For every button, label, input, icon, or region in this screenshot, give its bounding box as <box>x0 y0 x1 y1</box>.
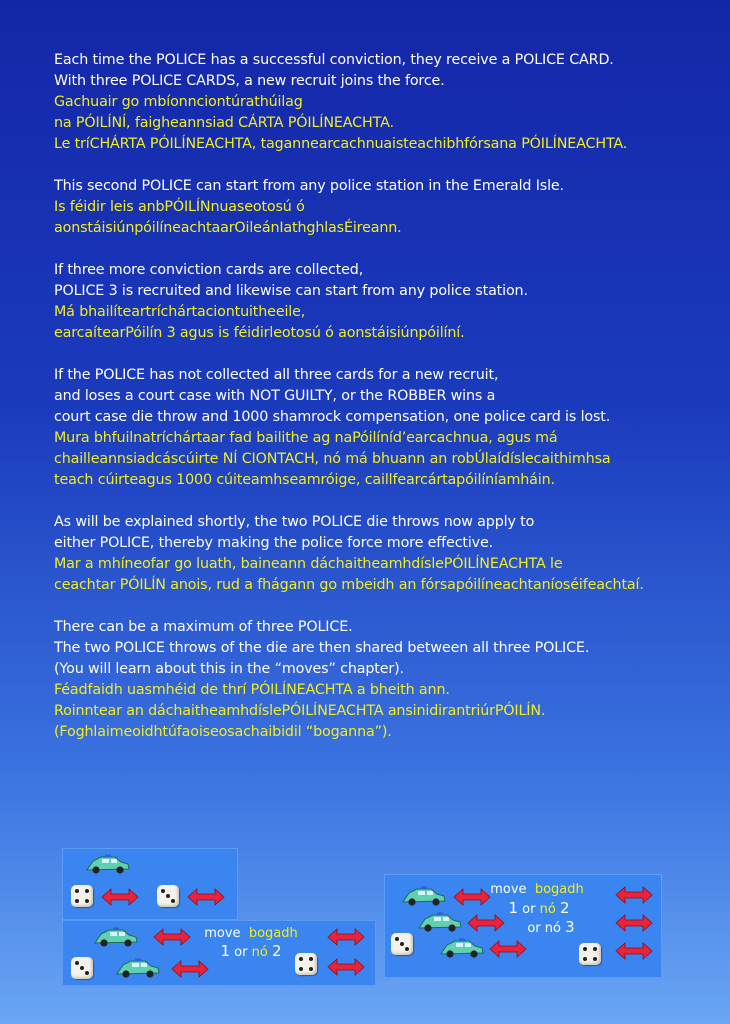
double-arrow-icon <box>171 959 209 979</box>
rules-text <box>54 50 714 743</box>
irish-line: Gachuair go mbíonnciontúrathúilag <box>54 94 303 110</box>
irish-line: teach cúirteagus 1000 cúiteamhseamróige, caillfearcártapóilíníamháin. <box>54 472 555 488</box>
irish-line: (Foghlaimeoidhtúfaoiseosachaibidil “boganna”). <box>54 724 392 740</box>
double-arrow-icon <box>489 939 527 959</box>
one-police-diagram <box>62 848 238 920</box>
die-icon <box>391 933 413 955</box>
english-line: The two POLICE throws of the die are then shared between all three POLICE. <box>54 640 590 656</box>
police-car-icon <box>401 885 447 907</box>
irish-line: ceachtar PÓILÍN anois, rud a fhágann go mbeidh an fórsapóilíneachtaníoséifeachtaí. <box>54 577 644 593</box>
irish-line: aonstáisiúnpóilíneachtaarOileánIathghlasÉireann. <box>54 220 402 236</box>
irish-line: na PÓILÍNÍ, faigheannsiad CÁRTA PÓILÍNEACHTA. <box>54 115 394 131</box>
irish-line: Féadfaidh uasmhéid de thrí PÓILÍNEACHTA a bheith ann. <box>54 682 450 698</box>
english-line: This second POLICE can start from any police station in the Emerald Isle. <box>54 178 564 194</box>
move-count-label: or nó 3 <box>527 918 575 936</box>
two-police-diagram <box>62 920 376 986</box>
english-line: As will be explained shortly, the two POLICE die throws now apply to <box>54 514 535 530</box>
irish-line: Is féidir leis anbPÓILÍNnuaseotosú ó <box>54 199 305 215</box>
move-label: move bogadh <box>204 926 298 941</box>
double-arrow-icon <box>327 957 365 977</box>
die-icon <box>71 957 93 979</box>
english-line: POLICE 3 is recruited and likewise can start from any police station. <box>54 283 528 299</box>
irish-line: Le tríCHÁRTA PÓILÍNEACHTA, tagannearcachnuaisteachibhfórsana PÓILÍNEACHTA. <box>54 136 628 152</box>
irish-line: Má bhailíteartríchártaciontuitheeile, <box>54 304 306 320</box>
irish-line: Mura bhfuilnatríchártaar fad bailithe ag naPóilíníd’earcachnua, agus má <box>54 430 558 446</box>
double-arrow-icon <box>327 927 365 947</box>
double-arrow-icon <box>187 887 225 907</box>
english-line: either POLICE, thereby making the police force more effective. <box>54 535 494 551</box>
english-line: With three POLICE CARDS, a new recruit joins the force. <box>54 73 445 89</box>
english-line: Each time the POLICE has a successful conviction, they receive a POLICE CARD. <box>54 52 614 68</box>
die-icon <box>71 885 93 907</box>
english-line: There can be a maximum of three POLICE. <box>54 619 353 635</box>
move-count-label: 1 or nó 2 <box>508 899 570 917</box>
double-arrow-icon <box>615 885 653 905</box>
english-line: court case die throw and 1000 shamrock compensation, one police card is lost. <box>54 409 611 425</box>
police-car-icon <box>85 853 131 875</box>
english-line: and loses a court case with NOT GUILTY, or the ROBBER wins a <box>54 388 496 404</box>
double-arrow-icon <box>101 887 139 907</box>
die-icon <box>295 953 317 975</box>
english-line: If the POLICE has not collected all three cards for a new recruit, <box>54 367 499 383</box>
police-car-icon <box>417 911 463 933</box>
police-car-icon <box>93 926 139 948</box>
double-arrow-icon <box>615 913 653 933</box>
move-count-label: 1 or nó 2 <box>220 942 282 960</box>
irish-line: chailleannsiadcáscúirte NÍ CIONTACH, nó má bhuann an robÚlaídíslecaithimhsa <box>54 451 611 467</box>
irish-line: Mar a mhíneofar go luath, baineann dáchaitheamhdíslePÓILÍNEACHTA le <box>54 556 563 572</box>
irish-line: Roinntear an dáchaitheamhdíslePÓILÍNEACHTA ansinidirantriúrPÓILÍN. <box>54 703 546 719</box>
police-car-icon <box>439 937 485 959</box>
english-line: (You will learn about this in the “moves” chapter). <box>54 661 404 677</box>
move-label: move bogadh <box>490 882 584 897</box>
english-line: If three more conviction cards are collected, <box>54 262 364 278</box>
die-icon <box>157 885 179 907</box>
police-car-icon <box>115 957 161 979</box>
irish-line: earcaítearPóilín 3 agus is féidirleotosú ó aonstáisiúnpóilíní. <box>54 325 465 341</box>
double-arrow-icon <box>453 887 491 907</box>
three-police-diagram <box>384 874 662 978</box>
double-arrow-icon <box>153 927 191 947</box>
die-icon <box>579 943 601 965</box>
double-arrow-icon <box>615 941 653 961</box>
